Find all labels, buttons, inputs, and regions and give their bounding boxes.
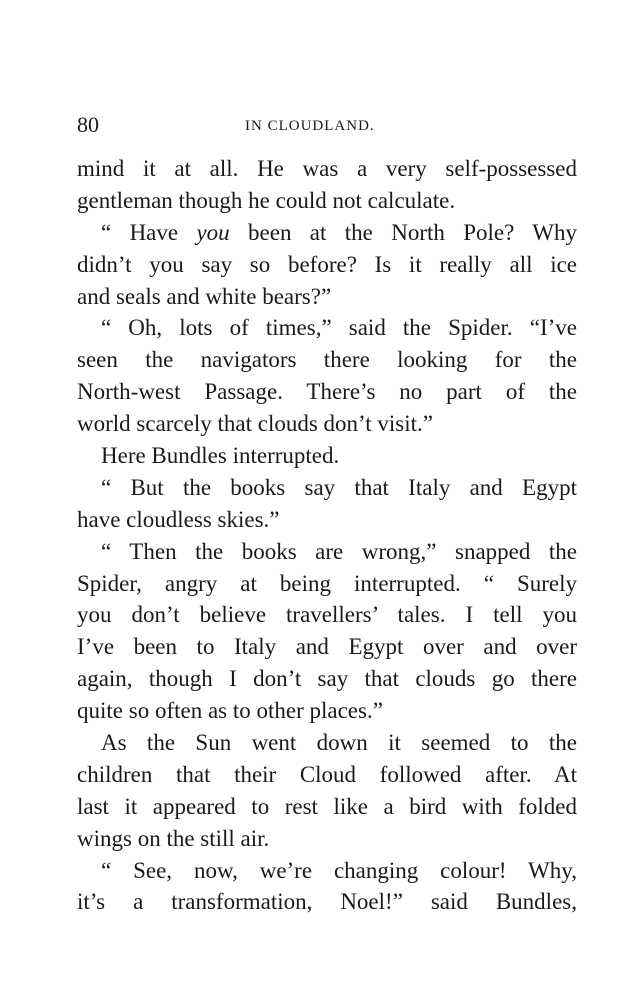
text-segment: and seals and white bears?”: [77, 283, 332, 309]
text-line: [77, 376, 577, 408]
text-segment: As the Sun went down it seemed to the: [101, 730, 577, 756]
running-head: [77, 110, 577, 140]
text-segment: world scarcely that clouds don’t visit.”: [77, 411, 433, 437]
text-segment: “ Have: [101, 219, 197, 245]
text-line: [77, 759, 577, 791]
text-line: [77, 344, 577, 376]
text-segment: Here Bundles interrupted.: [101, 443, 340, 469]
text-line: [77, 568, 577, 600]
text-line: [77, 823, 577, 855]
text-line: [77, 312, 577, 344]
text-line: [77, 695, 577, 727]
text-segment: wings on the still air.: [77, 825, 270, 851]
text-segment: quite so often as to other places.”: [77, 698, 383, 724]
text-segment: North-west Passage. There’s no part of the: [77, 379, 577, 405]
text-line: [77, 536, 577, 568]
text-line: [77, 504, 577, 536]
text-line: [77, 791, 577, 823]
text-segment: last it appeared to rest like a bird with folded: [77, 793, 577, 819]
text-segment: mind it at all. He was a very self-possessed: [77, 156, 577, 181]
text-line: [77, 599, 577, 631]
text-segment: didn’t you say so before? Is it really all ice: [77, 251, 577, 277]
text-segment: gentleman though he could not calculate.: [77, 187, 456, 213]
text-line: [77, 185, 577, 217]
text-line: [77, 408, 577, 440]
text-segment: have cloudless skies.”: [77, 506, 280, 532]
text-line: [77, 153, 577, 185]
text-line: [77, 855, 577, 887]
text-line: [77, 217, 577, 249]
text-segment: you don’t believe travellers’ tales. I tell you: [77, 602, 577, 628]
text-segment: “ Then the books are wrong,” snapped the: [101, 538, 577, 564]
text-segment: it’s a transformation, Noel!” said Bundles,: [77, 889, 577, 915]
text-segment: again, though I don’t say that clouds go there: [77, 666, 577, 692]
text-segment: “ See, now, we’re changing colour! Why,: [101, 857, 577, 883]
text-segment: been at the North Pole? Why: [229, 219, 577, 245]
text-line: [77, 727, 577, 759]
text-segment: children that their Cloud followed after. At: [77, 761, 577, 787]
running-title: IN CLOUDLAND.: [245, 118, 375, 134]
text-segment: seen the navigators there looking for the: [77, 347, 577, 373]
text-line: [77, 249, 577, 281]
text-segment: “ Oh, lots of times,” said the Spider. “I’ve: [101, 315, 577, 341]
text-segment: “ But the books say that Italy and Egypt: [101, 474, 577, 500]
text-line: [77, 663, 577, 695]
text-line: [77, 631, 577, 663]
text-line: [77, 440, 577, 472]
text-line: [77, 886, 577, 918]
page-number: 80: [77, 112, 99, 137]
italic-text: you: [196, 219, 230, 245]
body-text: [77, 153, 577, 918]
text-segment: Spider, angry at being interrupted. “ Surely: [77, 570, 577, 596]
text-line: [77, 472, 577, 504]
text-segment: I’ve been to Italy and Egypt over and over: [77, 634, 577, 660]
text-line: [77, 281, 577, 313]
